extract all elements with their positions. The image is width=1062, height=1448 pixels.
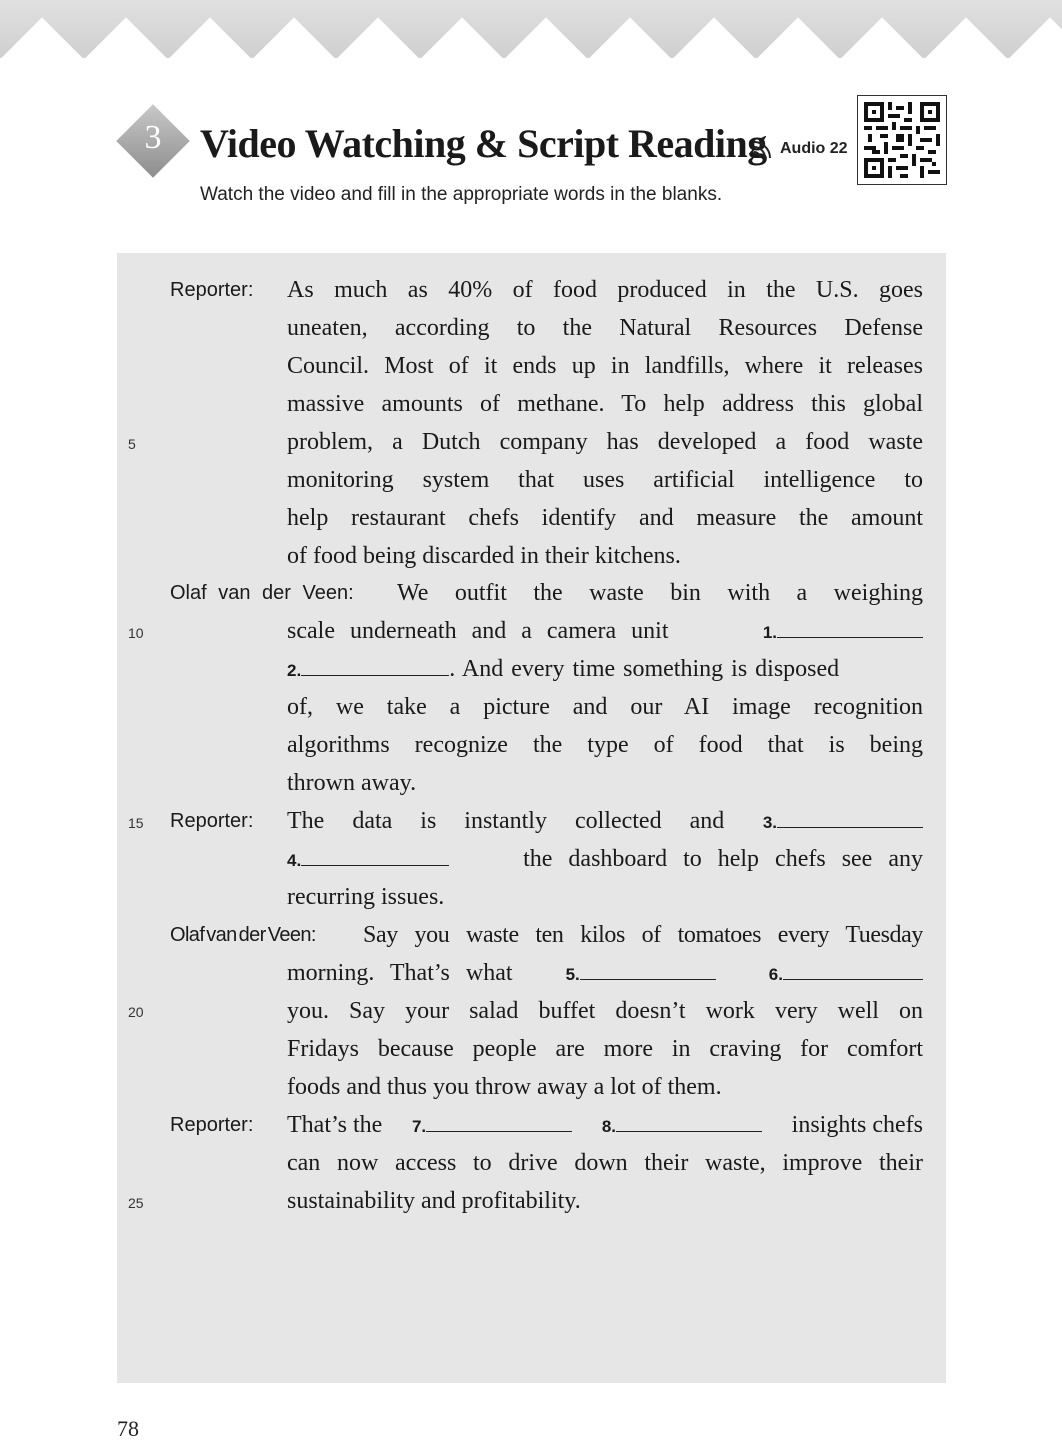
speech-block <box>287 1106 923 1220</box>
blank-6[interactable] <box>769 954 923 992</box>
blank-number: 3. <box>762 813 777 832</box>
script-line-text: scale underneath and a camera unit <box>287 618 669 644</box>
audio-label: Audio 22 <box>780 140 848 157</box>
line-number: 25 <box>128 1195 144 1211</box>
script-line <box>287 1106 923 1144</box>
script-line: algorithms recognize the type of food that is being <box>287 732 923 758</box>
speaker-label: Olaf van der Veen: <box>170 582 354 604</box>
script-line-text: . And every time something is disposed <box>449 656 840 682</box>
section-title: Video Watching & Script Reading <box>200 121 767 166</box>
script-line: of food being discarded in their kitchens. <box>287 543 681 569</box>
script-line: you. Say your salad buffet doesn’t work very well on <box>287 998 923 1024</box>
script-line: thrown away. <box>287 770 417 796</box>
script-line: As much as 40% of food produced in the U.S. goes <box>287 277 923 303</box>
script-line: sustainability and profitability. <box>287 1188 581 1214</box>
blank-4[interactable] <box>287 840 449 878</box>
line-number: 10 <box>128 625 144 641</box>
speaker-label: Reporter: <box>170 810 254 832</box>
speaker-label: Olaf van der Veen: <box>170 924 316 946</box>
blank-7[interactable] <box>412 1106 572 1144</box>
speech-block <box>287 802 923 916</box>
script-line: Fridays because people are more in craving for comfort <box>287 1036 923 1062</box>
script-line: Say you waste ten kilos of tomatoes every Tuesday <box>363 922 923 948</box>
blank-8[interactable] <box>602 1106 762 1144</box>
script-line-text: the dashboard to help chefs see any <box>523 846 923 872</box>
speech-block <box>287 574 923 802</box>
section-number: 3 <box>144 119 162 156</box>
blank-5[interactable] <box>566 954 716 992</box>
instruction-text: Watch the video and fill in the appropriate words in the blanks. <box>200 184 723 205</box>
script-line: of, we take a picture and our AI image recognition <box>287 694 923 720</box>
script-line-text: insights chefs <box>791 1112 923 1138</box>
blank-number: 4. <box>287 851 302 870</box>
qr-code-icon <box>864 102 940 178</box>
script-line <box>287 802 923 840</box>
script-line: foods and thus you throw away a lot of them. <box>287 1074 722 1100</box>
script-line: can now access to drive down their waste, improve their <box>287 1150 923 1176</box>
script-line-text: That’s the <box>287 1112 383 1138</box>
script-line: uneaten, according to the Natural Resources Defense <box>287 315 923 341</box>
blank-1[interactable] <box>763 612 923 650</box>
blank-number: 1. <box>762 623 777 642</box>
script-line-text: The data is instantly collected and <box>287 808 725 834</box>
script-line: Council. Most of it ends up in landfills, where it releases <box>287 353 923 379</box>
script-line-text: morning. That’s what <box>287 960 513 986</box>
page-number: 78 <box>117 1416 139 1441</box>
speaker-label: Reporter: <box>170 279 254 301</box>
script-line <box>287 954 923 992</box>
speaker-label: Reporter: <box>170 1114 254 1136</box>
script-line: help restaurant chefs identify and measure the amount <box>287 505 923 531</box>
qr-code[interactable] <box>857 95 947 185</box>
script-line: problem, a Dutch company has developed a food waste <box>287 429 923 455</box>
speech-block <box>287 271 923 575</box>
script-line: We outfit the waste bin with a weighing <box>397 580 923 606</box>
script-line <box>287 650 923 688</box>
audio-wave-icon <box>750 138 776 160</box>
script-line: recurring issues. <box>287 884 445 910</box>
blank-number: 7. <box>411 1117 427 1136</box>
script-line: massive amounts of methane. To help address this global <box>287 391 923 417</box>
blank-3[interactable] <box>763 802 923 840</box>
blank-number: 2. <box>287 661 302 680</box>
script-line: monitoring system that uses artificial intelligence to <box>287 467 923 493</box>
blank-number: 8. <box>601 1117 616 1136</box>
blank-2[interactable] <box>287 650 449 690</box>
section-number-badge <box>117 105 189 177</box>
script-line <box>287 612 923 650</box>
audio-track[interactable] <box>750 138 848 160</box>
speech-block <box>287 916 923 1106</box>
blank-number: 5. <box>565 965 580 984</box>
blank-number: 6. <box>768 965 783 984</box>
line-number: 5 <box>128 436 136 452</box>
line-number: 15 <box>128 815 144 831</box>
decorative-top-band <box>0 0 1062 58</box>
script-line <box>287 840 923 878</box>
line-number: 20 <box>128 1004 144 1020</box>
